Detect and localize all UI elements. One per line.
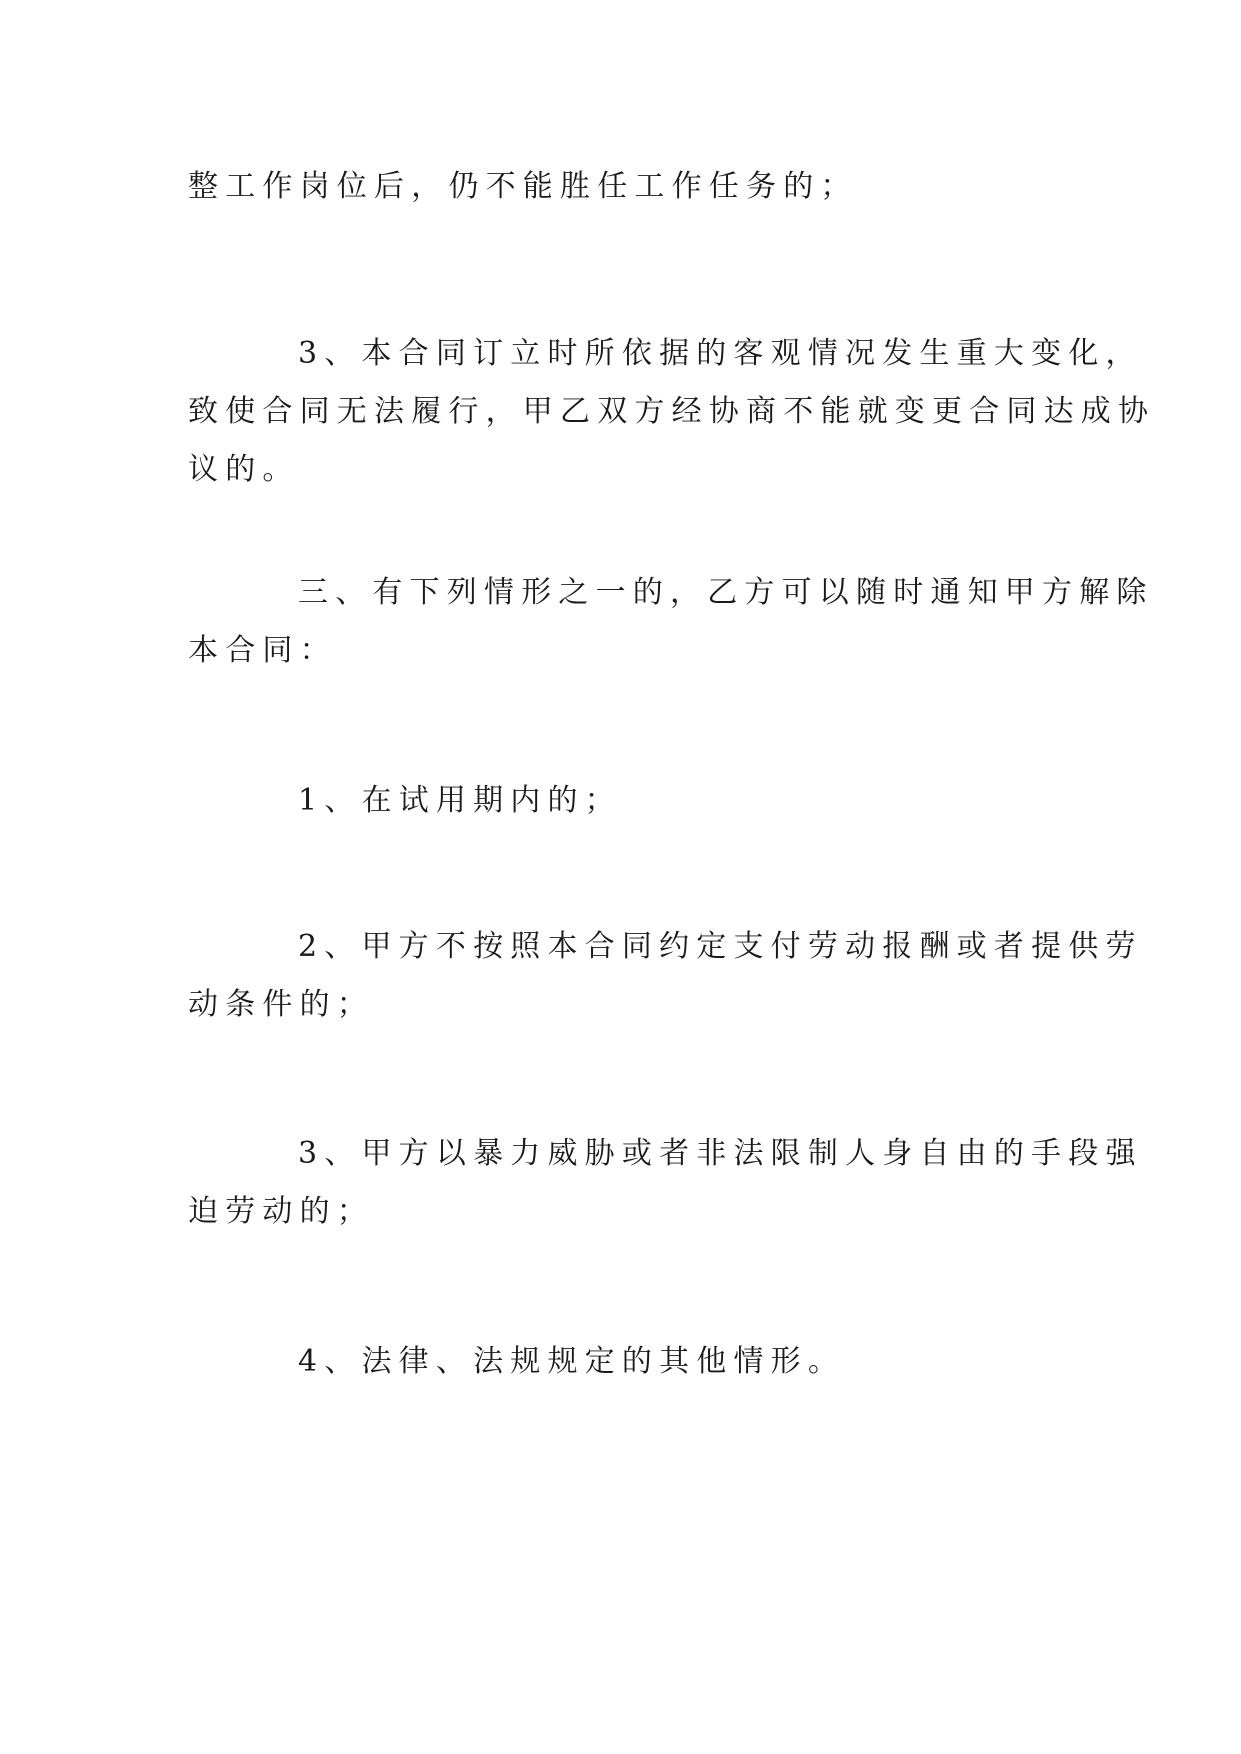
paragraph-item-1 [188,772,1050,830]
paragraph-section-3-heading [188,564,1154,680]
text-line: 4、法律、法规规定的其他情形。 [298,1344,846,1379]
paragraph-item-3 [188,1125,1143,1241]
text-line: 议的。 [188,452,300,487]
paragraph-item-4 [188,1333,1050,1391]
text-line: 1、在试用期内的； [298,783,622,818]
text-line: 本合同： [188,633,337,668]
text-line: 三、有下列情形之一的，乙方可以随时通知甲方解除 [298,575,1154,610]
text-line: 2、甲方不按照本合同约定支付劳动报酬或者提供劳 [298,929,1143,964]
paragraph-continuation [188,158,1050,216]
paragraph-item-2 [188,918,1143,1034]
text-line: 迫劳动的； [188,1194,374,1229]
paragraph-clause-3-objective-change [188,325,1156,499]
text-line: 动条件的； [188,987,374,1022]
text-line: 3、甲方以暴力威胁或者非法限制人身自由的手段强 [298,1136,1143,1171]
text-line: 3、本合同订立时所依据的客观情况发生重大变化， [298,336,1143,371]
text-line: 整工作岗位后，仍不能胜任工作任务的； [188,169,858,204]
text-line: 致使合同无法履行，甲乙双方经协商不能就变更合同达成协 [188,394,1156,429]
